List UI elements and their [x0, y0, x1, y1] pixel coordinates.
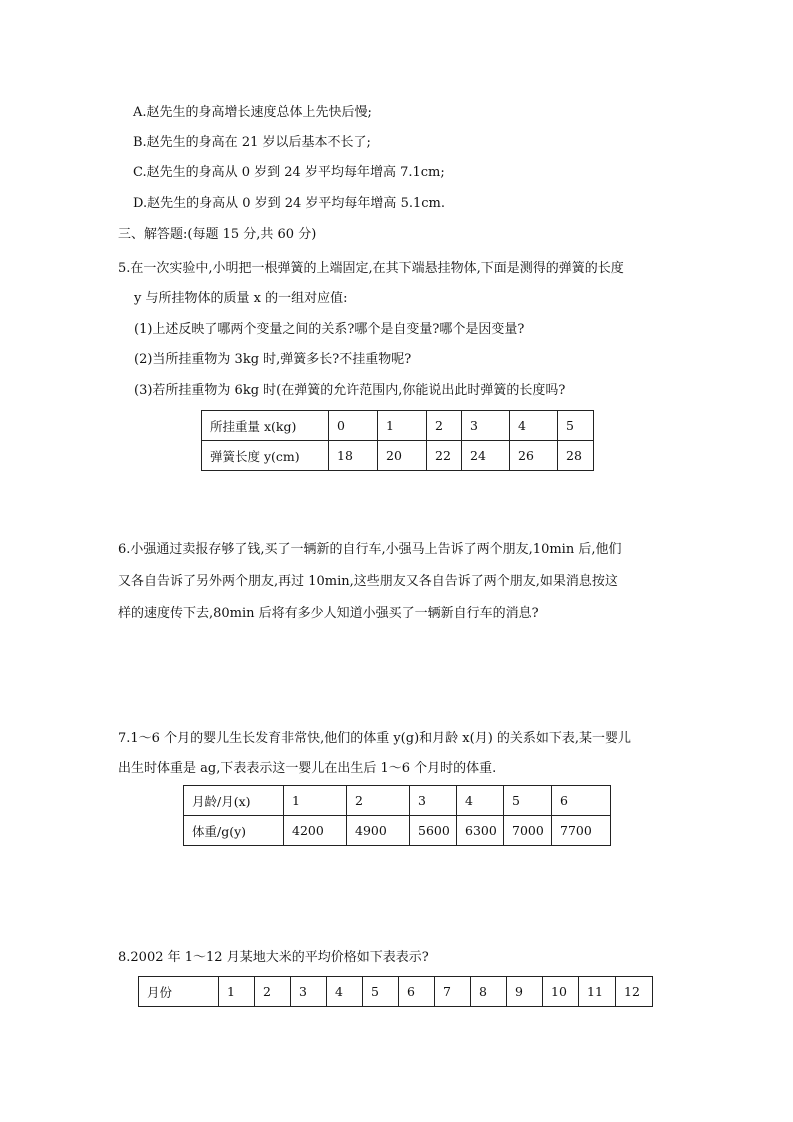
table-cell: 7700 [552, 816, 611, 846]
table-cell: 6300 [457, 816, 504, 846]
option-a: A.赵先生的身高增长速度总体上先快后慢; [133, 105, 372, 120]
q5-table [201, 410, 594, 471]
q8-line: 8.2002 年 1～12 月某地大米的平均价格如下表表示? [118, 950, 429, 965]
table-cell: 5 [558, 411, 594, 441]
q5-line-5: (3)若所挂重物为 6kg 时(在弹簧的允许范围内,你能说出此时弹簧的长度吗? [134, 383, 566, 398]
table-cell: 2 [347, 786, 410, 816]
q5-line-1: 5.在一次实验中,小明把一根弹簧的上端固定,在其下端悬挂物体,下面是测得的弹簧的长度 [118, 261, 624, 276]
table-cell: 7000 [504, 816, 552, 846]
table-row [184, 786, 611, 816]
section-title: 三、解答题:(每题 15 分,共 60 分) [118, 227, 317, 242]
option-c: C.赵先生的身高从 0 岁到 24 岁平均每年增高 7.1cm; [133, 165, 445, 180]
table-cell: 7 [435, 977, 471, 1007]
table-cell: 4 [510, 411, 558, 441]
table-cell: 3 [291, 977, 327, 1007]
option-b: B.赵先生的身高在 21 岁以后基本不长了; [133, 135, 371, 150]
table-cell: 11 [579, 977, 616, 1007]
table-cell: 10 [543, 977, 579, 1007]
q5-row1-label: 所挂重量 x(kg) [202, 411, 329, 441]
table-row [202, 411, 594, 441]
q6-line-3: 样的速度传下去,80min 后将有多少人知道小强买了一辆新自行车的消息? [118, 606, 539, 621]
table-cell: 5 [363, 977, 399, 1007]
table-cell: 28 [558, 441, 594, 471]
table-cell: 4900 [347, 816, 410, 846]
table-cell: 22 [427, 441, 462, 471]
table-cell: 5 [504, 786, 552, 816]
table-cell: 1 [378, 411, 427, 441]
table-cell: 4 [327, 977, 363, 1007]
table-row [184, 816, 611, 846]
table-cell: 2 [255, 977, 291, 1007]
table-cell: 3 [410, 786, 457, 816]
table-cell: 20 [378, 441, 427, 471]
table-cell: 6 [399, 977, 435, 1007]
table-cell: 1 [284, 786, 347, 816]
table-cell: 1 [219, 977, 255, 1007]
table-cell: 3 [462, 411, 510, 441]
q6-line-1: 6.小强通过卖报存够了钱,买了一辆新的自行车,小强马上告诉了两个朋友,10min 后,他们 [118, 542, 622, 557]
q8-table [138, 976, 653, 1007]
q7-row2-label: 体重/g(y) [184, 816, 284, 846]
table-cell: 18 [329, 441, 378, 471]
table-cell: 5600 [410, 816, 457, 846]
table-cell: 6 [552, 786, 611, 816]
q7-line-1: 7.1～6 个月的婴儿生长发育非常快,他们的体重 y(g)和月龄 x(月) 的关系如下表,某一婴儿 [118, 731, 632, 746]
table-cell: 8 [471, 977, 507, 1007]
q7-row1-label: 月龄/月(x) [184, 786, 284, 816]
q7-table [183, 785, 611, 846]
table-cell: 12 [616, 977, 653, 1007]
table-cell: 2 [427, 411, 462, 441]
q8-row1-label: 月份 [139, 977, 219, 1007]
table-cell: 0 [329, 411, 378, 441]
q5-line-4: (2)当所挂重物为 3kg 时,弹簧多长?不挂重物呢? [134, 352, 412, 367]
q6-line-2: 又各自告诉了另外两个朋友,再过 10min,这些朋友又各自告诉了两个朋友,如果消息按这 [118, 574, 618, 589]
q5-row2-label: 弹簧长度 y(cm) [202, 441, 329, 471]
table-row [202, 441, 594, 471]
table-cell: 4 [457, 786, 504, 816]
table-cell: 26 [510, 441, 558, 471]
table-cell: 9 [507, 977, 543, 1007]
table-cell: 24 [462, 441, 510, 471]
q5-line-3: (1)上述反映了哪两个变量之间的关系?哪个是自变量?哪个是因变量? [134, 322, 525, 337]
q5-line-2: y 与所挂物体的质量 x 的一组对应值: [134, 291, 348, 306]
table-cell: 4200 [284, 816, 347, 846]
table-row [139, 977, 653, 1007]
option-d: D.赵先生的身高从 0 岁到 24 岁平均每年增高 5.1cm. [133, 196, 445, 211]
q7-line-2: 出生时体重是 ag,下表表示这一婴儿在出生后 1～6 个月时的体重. [118, 761, 497, 776]
